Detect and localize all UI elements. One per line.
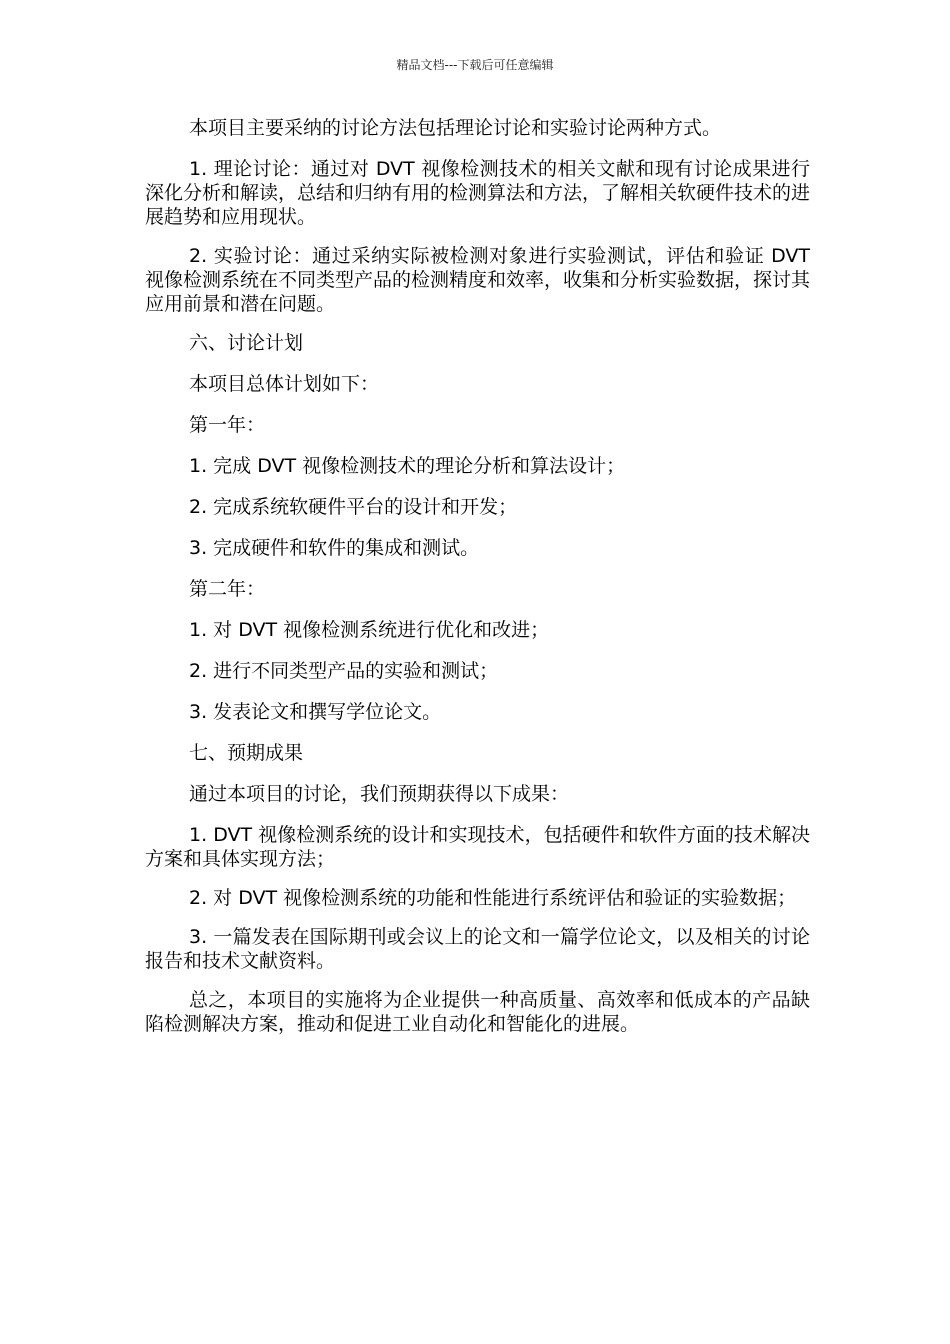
experiment-discussion-paragraph: 2. 实验讨论：通过采纳实际被检测对象进行实验测试，评估和验证 DVT 视像检测系统在不同类型产品的检测精度和效率，收集和分析实验数据，探讨其应用前景和潜在问题。	[145, 245, 811, 315]
intro-paragraph: 本项目主要采纳的讨论方法包括理论讨论和实验讨论两种方式。	[189, 117, 722, 139]
year-two-item-1: 1. 对 DVT 视像检测系统进行优化和改进；	[189, 619, 550, 641]
year-two-item-3: 3. 发表论文和撰写学位论文。	[189, 701, 442, 723]
conclusion-paragraph: 总之，本项目的实施将为企业提供一种高质量、高效率和低成本的产品缺陷检测解决方案，推动和促进工业自动化和智能化的进展。	[145, 989, 810, 1035]
result-item-2: 2. 对 DVT 视像检测系统的功能和性能进行系统评估和验证的实验数据；	[189, 887, 797, 909]
year-one-heading: 第一年：	[189, 414, 266, 436]
document-body	[145, 116, 810, 1051]
year-two-heading: 第二年：	[189, 578, 266, 600]
result-item-1: 1. DVT 视像检测系统的设计和实现技术，包括硬件和软件方面的技术解决方案和具体实现方法；	[145, 824, 810, 870]
year-one-item-1: 1. 完成 DVT 视像检测技术的理论分析和算法设计；	[189, 455, 626, 477]
year-one-item-2: 2. 完成系统软硬件平台的设计和开发；	[189, 496, 518, 518]
section-heading-results: 七、预期成果	[189, 742, 304, 764]
section-heading-plan: 六、讨论计划	[189, 332, 304, 354]
result-item-3: 3. 一篇发表在国际期刊或会议上的论文和一篇学位论文，以及相关的讨论报告和技术文献资料。	[145, 926, 810, 972]
year-one-item-3: 3. 完成硬件和软件的集成和测试。	[189, 537, 480, 559]
year-two-item-2: 2. 进行不同类型产品的实验和测试；	[189, 660, 499, 682]
plan-intro: 本项目总体计划如下：	[189, 373, 380, 395]
results-intro: 通过本项目的讨论，我们预期获得以下成果：	[189, 783, 570, 805]
page-header: 精品文档---下载后可任意编辑	[396, 58, 554, 72]
theory-discussion-paragraph: 1. 理论讨论：通过对 DVT 视像检测技术的相关文献和现有讨论成果进行深化分析和解读，总结和归纳有用的检测算法和方法，了解相关软硬件技术的进展趋势和应用现状。	[145, 158, 811, 228]
